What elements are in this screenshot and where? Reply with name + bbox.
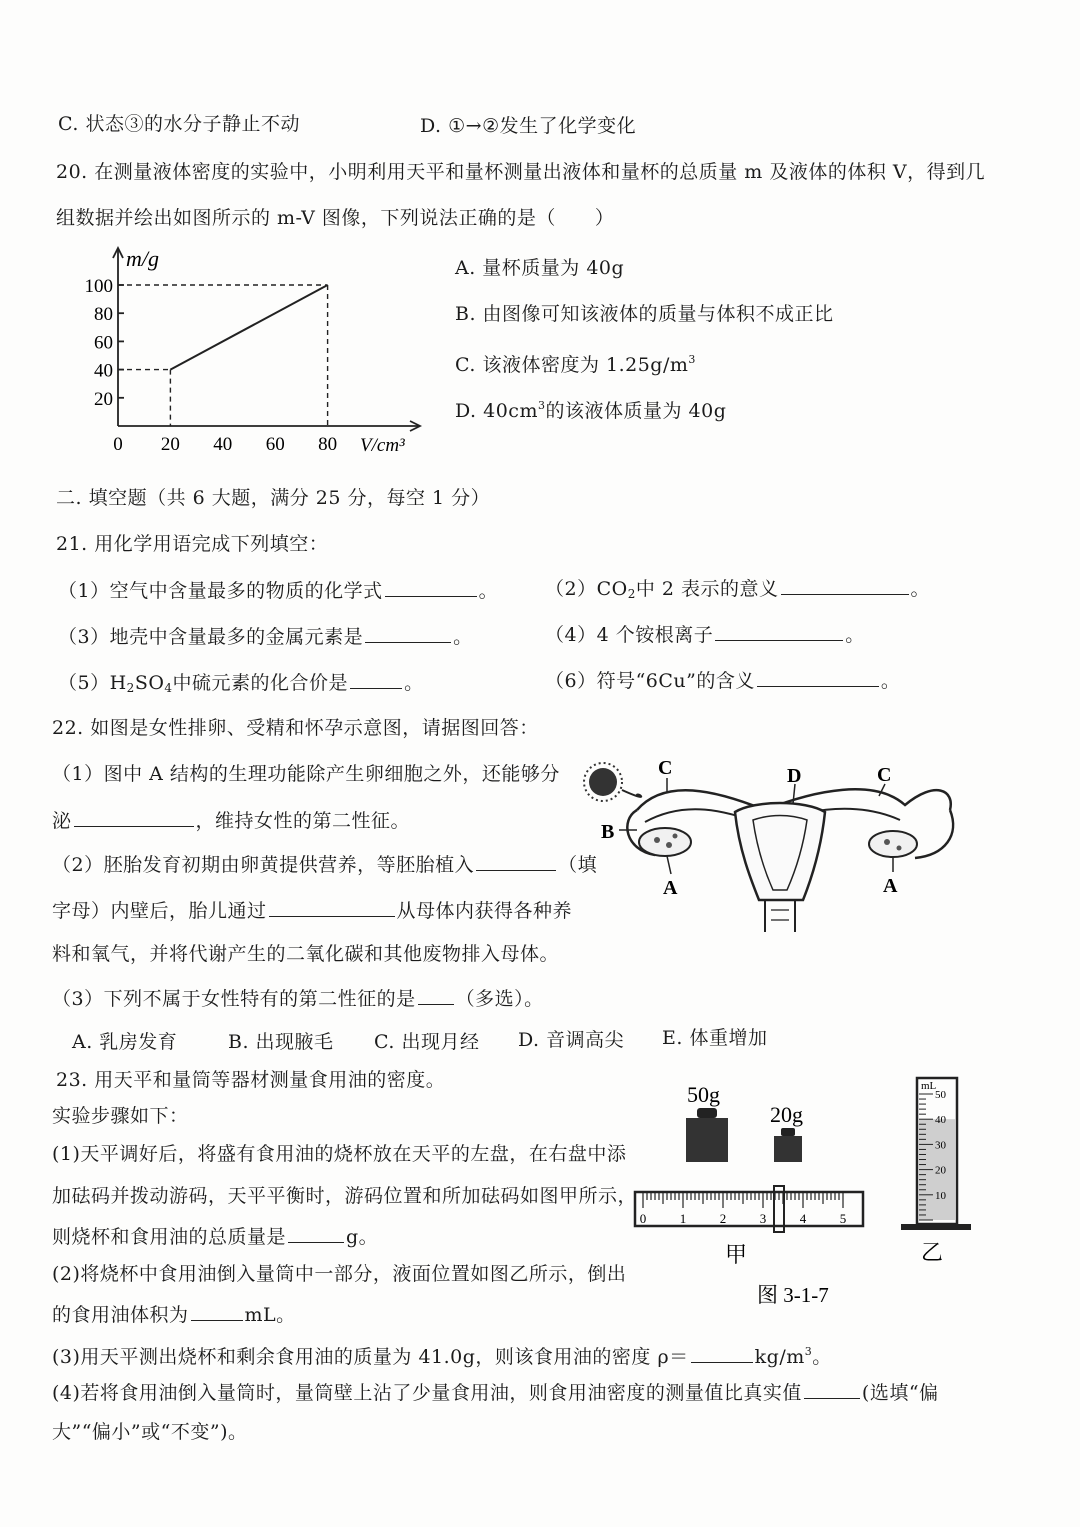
x-tick-label-40: 40: [213, 434, 233, 455]
answer-blank[interactable]: [757, 668, 879, 687]
figure-caption: 图 3-1-7: [757, 1283, 829, 1307]
q22-part2-line2: 字母）内壁后，胎儿通过 从母体内获得各种养: [52, 900, 573, 922]
q20-option-a: A. 量杯质量为 40g: [455, 257, 625, 279]
label-a-right: A: [883, 875, 898, 897]
y-tick-label-100: 100: [84, 276, 113, 297]
answer-blank[interactable]: [385, 578, 477, 597]
q23-step3: (3)用天平测出烧杯和剩余食用油的质量为 41.0g，则该食用油的密度 $\rho= kg/m^3$。: [52, 1345, 832, 1368]
q21-part1: （1）空气中含量最多的物质的化学式 。: [58, 580, 499, 602]
figure-label-yi: 乙: [921, 1241, 944, 1266]
q20-stem-line2: 组数据并绘出如图所示的 m-V 图像，下列说法正确的是（ ）: [56, 207, 615, 229]
balance-cylinder-svg: [625, 1070, 975, 1320]
y-tick-label-80: 80: [94, 304, 113, 326]
x-tick-label-60: 60: [265, 434, 285, 455]
cylinder-label-20: 20: [935, 1164, 946, 1177]
q23-step2-line1: (2)将烧杯中食用油倒入量筒中一部分，液面位置如图乙所示，倒出: [52, 1263, 627, 1285]
weight-50g-icon: [686, 1108, 728, 1162]
q20-option-c: C. 该液体密度为 $1.25g/m^3$: [455, 353, 696, 376]
reproductive-system-figure: [575, 750, 970, 935]
uterus-diagram-svg: [575, 750, 970, 935]
q23-steps-title: 实验步骤如下：: [52, 1105, 189, 1127]
mv-graph-svg: [70, 236, 440, 466]
q21-part5: $(5)H_2SO_4$中硫元素的化合价是 。: [58, 672, 424, 695]
q23-step4-line1: (4)若将食用油倒入量筒时，量筒壁上沾了少量食用油，则食用油密度的测量值比真实值 (选填“偏: [52, 1382, 939, 1404]
q23-stem: 23. 用天平和量筒等器材测量食用油的密度。: [56, 1069, 446, 1091]
q21-part4: （4）4 个铵根离子 。: [545, 624, 865, 646]
label-d: D: [787, 765, 802, 787]
q19-option-d: D. ①→②发生了化学变化: [420, 115, 637, 137]
ruler-label-5: 5: [839, 1211, 847, 1226]
q22-part3: （3）下列不属于女性特有的第二性征的是 （多选）。: [52, 988, 544, 1010]
q22-part1-line1: （1）图中 A 结构的生理功能除产生卵细胞之外，还能够分: [52, 763, 560, 785]
ruler-label-0: 0: [639, 1211, 647, 1226]
q20-option-d: D. $40cm^3$的该液体质量为 40g: [455, 399, 727, 422]
y-tick-label-40: 40: [94, 360, 113, 382]
q21-part6: （6）符号“6Cu”的含义 。: [545, 670, 901, 692]
answer-blank[interactable]: [781, 576, 909, 595]
q21-part2: $(2)CO_2$中 2 表示的意义 。: [545, 578, 931, 601]
ruler-label-2: 2: [719, 1211, 727, 1226]
answer-blank[interactable]: [74, 808, 194, 827]
y-tick-label-60: 60: [94, 332, 113, 354]
label-c-right: C: [877, 764, 892, 786]
answer-blank[interactable]: [288, 1224, 344, 1243]
q22-option-b: B. 出现腋毛: [228, 1031, 334, 1053]
cylinder-label-40: 40: [935, 1114, 946, 1127]
q22-option-a: A. 乳房发育: [72, 1031, 178, 1053]
q19-option-c: C. 状态③的水分子静止不动: [58, 113, 300, 135]
answer-blank[interactable]: [365, 624, 451, 643]
ruler-label-1: 1: [679, 1211, 687, 1226]
series-line: [170, 285, 327, 370]
x-axis-label: V/cm³: [360, 435, 405, 456]
weight-20g-icon: [774, 1128, 802, 1162]
q22-option-e: E. 体重增加: [662, 1027, 768, 1049]
answer-blank[interactable]: [418, 986, 454, 1005]
q23-step1-line3: 则烧杯和食用油的总质量是 g。: [52, 1226, 379, 1248]
ruler-label-3: 3: [759, 1211, 767, 1226]
q21-part3: （3）地壳中含量最多的金属元素是 。: [58, 626, 473, 648]
ruler-label-4: 4: [799, 1211, 807, 1226]
cylinder-unit: mL: [921, 1080, 937, 1092]
q21-stem: 21. 用化学用语完成下列填空：: [56, 533, 329, 555]
y-axis-label: m/g: [126, 246, 159, 271]
q22-part2-line3: 料和氧气，并将代谢产生的二氧化碳和其他废物排入母体。: [52, 943, 560, 965]
egg-cell-icon: [584, 763, 622, 801]
answer-blank[interactable]: [804, 1380, 860, 1399]
x-tick-label-20: 20: [160, 434, 180, 455]
figure-label-jia: 甲: [725, 1243, 748, 1268]
label-a-left: A: [663, 877, 678, 899]
y-tick-label-20: 20: [94, 388, 113, 410]
q23-step1-line1: (1)天平调好后，将盛有食用油的烧杯放在天平的左盘，在右盘中添: [52, 1143, 627, 1165]
cylinder-label-10: 10: [935, 1189, 946, 1202]
q22-stem: 22. 如图是女性排卵、受精和怀孕示意图，请据图回答：: [52, 717, 539, 739]
answer-blank[interactable]: [269, 898, 395, 917]
q22-option-c: C. 出现月经: [374, 1031, 480, 1053]
weight-50g-label: 50g: [687, 1082, 720, 1107]
weight-20g-label: 20g: [770, 1102, 803, 1127]
q23-step2-line2: 的食用油体积为 mL。: [52, 1304, 296, 1326]
cylinder-label-50: 50: [935, 1089, 946, 1101]
q23-step1-line2: 加砝码并拨动游码，天平平衡时，游码位置和所加砝码如图甲所示，: [52, 1185, 638, 1207]
cylinder-label-30: 30: [935, 1139, 946, 1152]
x-tick-label-0: 0: [113, 434, 123, 455]
answer-blank[interactable]: [191, 1302, 243, 1321]
balance-cylinder-figure: [625, 1070, 975, 1320]
q20-stem-line1: 20. 在测量液体密度的实验中，小明利用天平和量杯测量出液体和量杯的总质量 m 及液体的体积 V，得到几: [56, 161, 986, 183]
x-tick-label-80: 80: [318, 434, 338, 455]
q22-part2-line1: （2）胚胎发育初期由卵黄提供营养，等胚胎植入 （填: [52, 854, 598, 876]
label-c-left: C: [658, 757, 673, 779]
answer-blank[interactable]: [350, 670, 402, 689]
q20-option-b: B. 由图像可知该液体的质量与体积不成正比: [455, 303, 834, 325]
mv-graph: [70, 236, 440, 466]
answer-blank[interactable]: [476, 852, 556, 871]
answer-blank[interactable]: [715, 622, 843, 641]
answer-blank[interactable]: [691, 1344, 753, 1363]
q22-option-d: D. 音调高尖: [518, 1029, 625, 1051]
rider-scale: [635, 1192, 863, 1226]
q23-step4-line2: 大”“偏小”或“不变”)。: [52, 1421, 248, 1443]
section-heading: 二. 填空题（共 6 大题，满分 25 分，每空 1 分）: [56, 487, 491, 509]
q22-part1-line2: 泌 ，维持女性的第二性征。: [52, 810, 411, 832]
label-b: B: [601, 821, 615, 843]
